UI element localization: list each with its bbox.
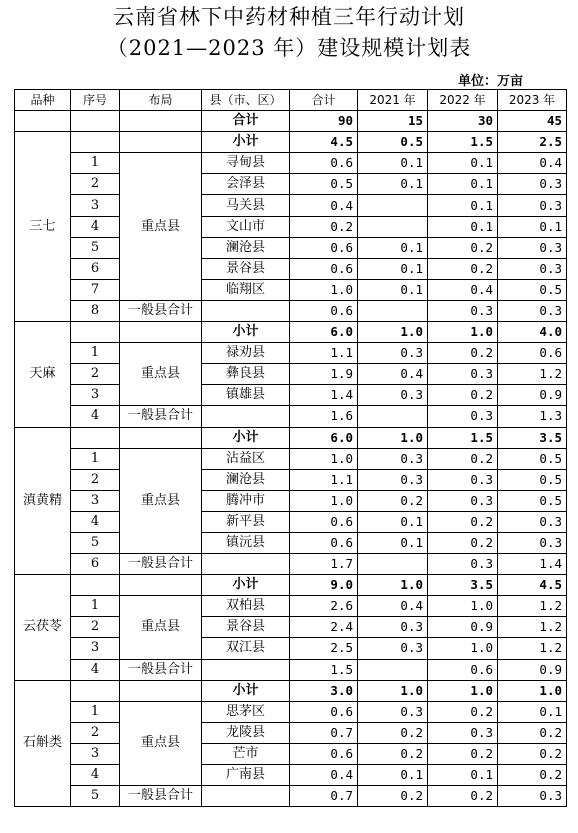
empty-cell (202, 786, 290, 807)
value-y2022: 0.1 (428, 765, 498, 786)
layout-key-county: 重点县 (120, 153, 202, 301)
value-y2022: 0.3 (428, 364, 498, 385)
value-y2023: 0.5 (498, 469, 567, 490)
general-county-row (15, 406, 567, 427)
value-y2021: 0.3 (358, 617, 428, 638)
subtotal-y2023: 1.0 (498, 680, 567, 701)
value-y2022: 0.2 (428, 385, 498, 406)
subtotal-label: 小计 (202, 322, 290, 343)
value-y2023: 0.3 (498, 174, 567, 195)
value-sum: 0.6 (290, 153, 358, 174)
value-y2021 (358, 216, 428, 237)
empty-cell (71, 322, 120, 343)
value-y2021: 0.3 (358, 469, 428, 490)
county-name: 龙陵县 (202, 722, 290, 743)
general-county-label: 一般县合计 (120, 406, 202, 427)
value-sum: 0.4 (290, 765, 358, 786)
county-name: 沾益区 (202, 448, 290, 469)
empty-cell (120, 575, 202, 596)
empty-cell (71, 575, 120, 596)
value-y2022: 0.2 (428, 532, 498, 553)
county-name: 镇沅县 (202, 532, 290, 553)
row-number: 4 (71, 765, 120, 786)
empty-cell (202, 554, 290, 575)
table-row (15, 195, 567, 216)
value-y2021: 0.3 (358, 448, 428, 469)
subtotal-row (15, 132, 567, 153)
subtotal-y2021: 1.0 (358, 322, 428, 343)
value-y2021: 0.4 (358, 596, 428, 617)
value-y2021: 0.1 (358, 237, 428, 258)
value-sum: 0.6 (290, 237, 358, 258)
table-row (15, 364, 567, 385)
row-number: 1 (71, 153, 120, 174)
subtotal-y2023: 3.5 (498, 427, 567, 448)
value-y2023: 0.2 (498, 743, 567, 764)
subtotal-label: 小计 (202, 427, 290, 448)
grand-total-sum: 90 (290, 111, 358, 132)
value-y2022: 1.0 (428, 596, 498, 617)
value-y2023: 1.2 (498, 364, 567, 385)
header-cell: 序号 (71, 90, 120, 111)
header-cell: 县（市、区） (202, 90, 290, 111)
grand-total-label: 合计 (202, 111, 290, 132)
empty-cell (202, 406, 290, 427)
county-name: 澜沧县 (202, 237, 290, 258)
table-row (15, 638, 567, 659)
subtotal-y2021: 1.0 (358, 427, 428, 448)
county-name: 马关县 (202, 195, 290, 216)
subtotal-y2022: 1.0 (428, 322, 498, 343)
value-y2021: 0.2 (358, 722, 428, 743)
table-row (15, 511, 567, 532)
header-cell: 2023 年 (498, 90, 567, 111)
value-y2021: 0.3 (358, 701, 428, 722)
table-row (15, 701, 567, 722)
value-sum: 0.6 (290, 258, 358, 279)
page-subtitle: （2021—2023 年）建设规模计划表 (106, 36, 472, 60)
table-row (15, 743, 567, 764)
page-title: 云南省林下中药材种植三年行动计划 (113, 5, 465, 29)
value-y2022: 0.2 (428, 258, 498, 279)
general-county-row (15, 554, 567, 575)
subtotal-y2023: 4.5 (498, 575, 567, 596)
value-y2023: 0.5 (498, 490, 567, 511)
value-y2023: 0.3 (498, 532, 567, 553)
header-cell: 2021 年 (358, 90, 428, 111)
empty-cell (71, 132, 120, 153)
general-county-row (15, 786, 567, 807)
value-y2023: 0.1 (498, 701, 567, 722)
table-row (15, 448, 567, 469)
subtotal-y2022: 3.5 (428, 575, 498, 596)
row-number: 2 (71, 617, 120, 638)
value-y2021: 0.3 (358, 343, 428, 364)
value-y2022: 0.9 (428, 617, 498, 638)
empty-cell (120, 322, 202, 343)
value-y2023: 0.9 (498, 659, 567, 680)
general-county-row (15, 300, 567, 321)
subtotal-sum: 9.0 (290, 575, 358, 596)
value-sum: 0.6 (290, 300, 358, 321)
county-name: 腾冲市 (202, 490, 290, 511)
row-number: 3 (71, 195, 120, 216)
variety-name: 滇黄精 (15, 427, 71, 575)
value-y2021: 0.2 (358, 743, 428, 764)
empty-cell (120, 132, 202, 153)
value-y2021 (358, 195, 428, 216)
value-y2023: 0.3 (498, 258, 567, 279)
subtotal-row (15, 575, 567, 596)
value-y2022: 0.3 (428, 469, 498, 490)
county-name: 会泽县 (202, 174, 290, 195)
table-row (15, 258, 567, 279)
table-row (15, 617, 567, 638)
value-y2022: 0.1 (428, 153, 498, 174)
value-y2021 (358, 659, 428, 680)
value-y2023: 0.2 (498, 765, 567, 786)
row-number: 1 (71, 701, 120, 722)
value-y2021 (358, 554, 428, 575)
value-y2023: 0.4 (498, 153, 567, 174)
value-y2021: 0.3 (358, 638, 428, 659)
subtotal-label: 小计 (202, 680, 290, 701)
value-y2023: 0.3 (498, 300, 567, 321)
row-number: 7 (71, 279, 120, 300)
table-row (15, 490, 567, 511)
grand-total-2021: 15 (358, 111, 428, 132)
county-name: 思茅区 (202, 701, 290, 722)
row-number: 5 (71, 532, 120, 553)
general-county-label: 一般县合计 (120, 300, 202, 321)
subtotal-sum: 6.0 (290, 322, 358, 343)
row-number: 2 (71, 364, 120, 385)
value-y2021 (358, 406, 428, 427)
value-y2022: 0.2 (428, 743, 498, 764)
header-row (15, 90, 567, 111)
row-number: 4 (71, 406, 120, 427)
subtotal-row (15, 322, 567, 343)
empty-cell (71, 680, 120, 701)
general-county-label: 一般县合计 (120, 659, 202, 680)
layout-key-county: 重点县 (120, 701, 202, 785)
value-sum: 0.5 (290, 174, 358, 195)
value-sum: 2.5 (290, 638, 358, 659)
value-y2022: 0.3 (428, 490, 498, 511)
grand-total-2023: 45 (498, 111, 567, 132)
value-y2023: 0.3 (498, 511, 567, 532)
value-y2021: 0.3 (358, 385, 428, 406)
row-number: 2 (71, 174, 120, 195)
value-y2021: 0.1 (358, 258, 428, 279)
subtotal-y2023: 2.5 (498, 132, 567, 153)
value-sum: 0.6 (290, 511, 358, 532)
empty-cell (71, 427, 120, 448)
subtotal-y2022: 1.5 (428, 427, 498, 448)
row-number: 6 (71, 258, 120, 279)
table-row (15, 532, 567, 553)
value-y2023: 0.3 (498, 195, 567, 216)
value-y2022: 0.3 (428, 406, 498, 427)
county-name: 芒市 (202, 743, 290, 764)
county-name: 彝良县 (202, 364, 290, 385)
value-sum: 2.4 (290, 617, 358, 638)
subtotal-sum: 6.0 (290, 427, 358, 448)
value-y2021: 0.1 (358, 765, 428, 786)
value-y2022: 0.6 (428, 659, 498, 680)
value-y2023: 0.9 (498, 385, 567, 406)
value-y2021: 0.1 (358, 532, 428, 553)
value-sum: 0.4 (290, 195, 358, 216)
row-number: 3 (71, 385, 120, 406)
row-number: 6 (71, 554, 120, 575)
variety-name: 石斛类 (15, 680, 71, 807)
value-sum: 1.7 (290, 554, 358, 575)
value-y2023: 1.2 (498, 596, 567, 617)
value-y2023: 0.5 (498, 279, 567, 300)
value-y2023: 0.6 (498, 343, 567, 364)
grand-total-row (15, 111, 567, 132)
value-y2022: 0.1 (428, 216, 498, 237)
value-sum: 1.5 (290, 659, 358, 680)
general-county-label: 一般县合计 (120, 554, 202, 575)
value-sum: 1.4 (290, 385, 358, 406)
row-number: 3 (71, 743, 120, 764)
row-number: 1 (71, 448, 120, 469)
unit-label: 单位：万亩 (458, 74, 524, 89)
row-number: 4 (71, 511, 120, 532)
header-cell: 合计 (290, 90, 358, 111)
value-y2022: 0.3 (428, 554, 498, 575)
value-y2022: 0.2 (428, 343, 498, 364)
value-y2023: 0.3 (498, 786, 567, 807)
row-number: 4 (71, 216, 120, 237)
plan-table (14, 89, 567, 807)
row-number: 3 (71, 490, 120, 511)
row-number: 2 (71, 722, 120, 743)
value-sum: 1.0 (290, 279, 358, 300)
value-y2023: 0.1 (498, 216, 567, 237)
row-number: 1 (71, 343, 120, 364)
subtotal-row (15, 680, 567, 701)
county-name: 景谷县 (202, 258, 290, 279)
value-sum: 0.6 (290, 701, 358, 722)
value-sum: 2.6 (290, 596, 358, 617)
header-cell: 布局 (120, 90, 202, 111)
county-name: 文山市 (202, 216, 290, 237)
value-y2022: 0.1 (428, 174, 498, 195)
value-y2021: 0.1 (358, 153, 428, 174)
empty-cell (120, 680, 202, 701)
row-number: 5 (71, 786, 120, 807)
row-number: 1 (71, 596, 120, 617)
value-y2021: 0.1 (358, 511, 428, 532)
layout-key-county: 重点县 (120, 343, 202, 406)
table-row (15, 722, 567, 743)
county-name: 镇雄县 (202, 385, 290, 406)
value-sum: 1.6 (290, 406, 358, 427)
table-row (15, 469, 567, 490)
value-sum: 1.0 (290, 448, 358, 469)
subtotal-y2021: 0.5 (358, 132, 428, 153)
value-y2023: 0.5 (498, 448, 567, 469)
subtotal-y2022: 1.5 (428, 132, 498, 153)
table-row (15, 596, 567, 617)
table-row (15, 216, 567, 237)
table-row (15, 174, 567, 195)
value-y2022: 0.2 (428, 511, 498, 532)
empty-cell (120, 427, 202, 448)
county-name: 广南县 (202, 765, 290, 786)
value-sum: 1.9 (290, 364, 358, 385)
layout-key-county: 重点县 (120, 448, 202, 553)
subtotal-y2022: 1.0 (428, 680, 498, 701)
value-y2023: 1.4 (498, 554, 567, 575)
row-number: 5 (71, 237, 120, 258)
empty-cell (202, 300, 290, 321)
county-name: 澜沧县 (202, 469, 290, 490)
value-y2021: 0.4 (358, 364, 428, 385)
value-y2023: 0.2 (498, 722, 567, 743)
header-cell: 2022 年 (428, 90, 498, 111)
value-y2022: 0.2 (428, 237, 498, 258)
value-y2023: 1.2 (498, 617, 567, 638)
header-cell: 品种 (15, 90, 71, 111)
value-y2023: 1.3 (498, 406, 567, 427)
row-number: 3 (71, 638, 120, 659)
county-name: 寻甸县 (202, 153, 290, 174)
grand-total-2022: 30 (428, 111, 498, 132)
value-y2021: 0.2 (358, 490, 428, 511)
variety-name: 云茯苓 (15, 575, 71, 680)
value-y2021: 0.1 (358, 279, 428, 300)
table-row (15, 765, 567, 786)
general-county-label: 一般县合计 (120, 786, 202, 807)
county-name: 禄劝县 (202, 343, 290, 364)
value-y2023: 0.3 (498, 237, 567, 258)
general-county-row (15, 659, 567, 680)
row-number: 8 (71, 300, 120, 321)
layout-key-county: 重点县 (120, 596, 202, 659)
subtotal-sum: 4.5 (290, 132, 358, 153)
subtotal-label: 小计 (202, 132, 290, 153)
county-name: 临翔区 (202, 279, 290, 300)
value-y2022: 0.2 (428, 701, 498, 722)
row-number: 2 (71, 469, 120, 490)
subtotal-label: 小计 (202, 575, 290, 596)
subtotal-y2023: 4.0 (498, 322, 567, 343)
table-row (15, 385, 567, 406)
value-y2022: 0.2 (428, 786, 498, 807)
value-y2023: 1.2 (498, 638, 567, 659)
value-y2022: 0.1 (428, 195, 498, 216)
county-name: 新平县 (202, 511, 290, 532)
value-sum: 0.6 (290, 532, 358, 553)
value-sum: 1.1 (290, 469, 358, 490)
value-y2021 (358, 300, 428, 321)
value-y2022: 0.2 (428, 448, 498, 469)
county-name: 景谷县 (202, 617, 290, 638)
value-sum: 0.2 (290, 216, 358, 237)
subtotal-sum: 3.0 (290, 680, 358, 701)
value-y2022: 0.3 (428, 300, 498, 321)
empty-cell (202, 659, 290, 680)
county-name: 双柏县 (202, 596, 290, 617)
value-sum: 1.0 (290, 490, 358, 511)
subtotal-row (15, 427, 567, 448)
value-sum: 0.7 (290, 786, 358, 807)
value-y2022: 0.3 (428, 722, 498, 743)
value-sum: 0.6 (290, 743, 358, 764)
county-name: 双江县 (202, 638, 290, 659)
value-y2021: 0.2 (358, 786, 428, 807)
value-y2021: 0.1 (358, 174, 428, 195)
value-y2022: 1.0 (428, 638, 498, 659)
table-row (15, 343, 567, 364)
value-sum: 1.1 (290, 343, 358, 364)
row-number: 4 (71, 659, 120, 680)
table-row (15, 237, 567, 258)
value-y2022: 0.4 (428, 279, 498, 300)
variety-name: 三七 (15, 132, 71, 322)
subtotal-y2021: 1.0 (358, 575, 428, 596)
value-sum: 0.7 (290, 722, 358, 743)
table-row (15, 279, 567, 300)
table-row (15, 153, 567, 174)
subtotal-y2021: 1.0 (358, 680, 428, 701)
variety-name: 天麻 (15, 322, 71, 427)
